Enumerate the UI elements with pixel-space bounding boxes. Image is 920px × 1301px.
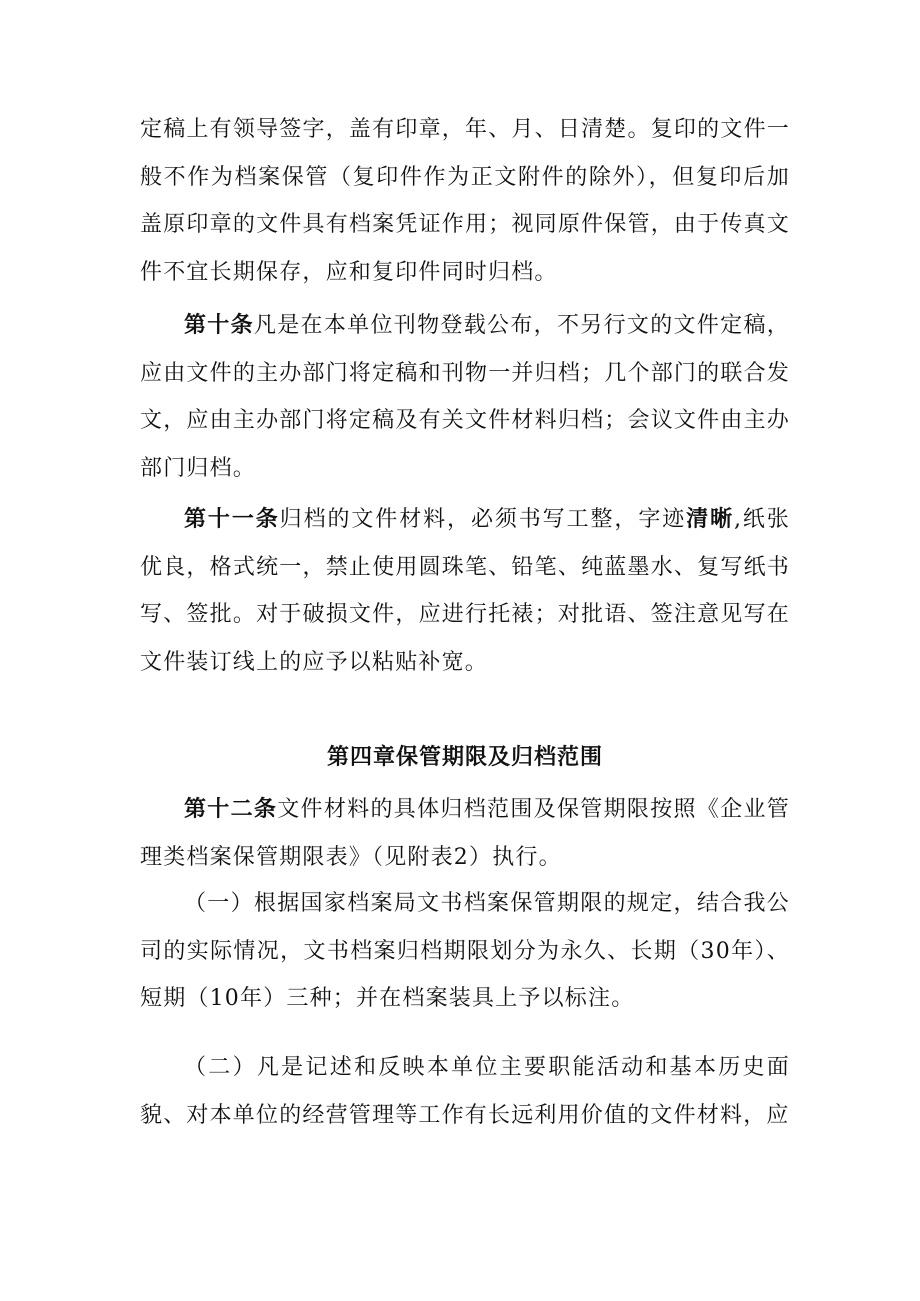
article-label: 第十一条	[184, 507, 280, 532]
article-text: 文件材料的具体归档范围及保管期限按照《企业管理类档案保管期限表》（见附表2）执行。	[140, 797, 790, 870]
article-11	[140, 496, 790, 686]
chapter-heading: 第四章保管期限及归档范围	[326, 745, 603, 770]
paragraph-text: 定稿上有领导签字，盖有印章，年、月、日清楚。复印的文件一般不作为档案保管（复印件作为正文附件的除外），但复印后加盖原印章的文件具有档案凭证作用；视同原件保管，由于传真文件不宜长期保存，应和复印件同时归档。	[140, 117, 790, 285]
bold-word: 清晰	[686, 507, 734, 532]
paragraph-copy-rules	[140, 106, 790, 296]
list-item-text: （一）根据国家档案局文书档案保管期限的规定，结合我公司的实际情况，文书档案归档期限划分为永久、长期（30年）、短期（10年）三种；并在档案装具上予以标注。	[140, 891, 790, 1011]
list-item-1	[140, 880, 790, 1023]
article-text: 归档的文件材料，必须书写工整，字迹	[279, 507, 687, 532]
article-text: ,纸张优良，格式统一，禁止使用圆珠笔、铅笔、纯蓝墨水、复写纸书写、签批。对于破损文件，应进行托裱；对批语、签注意见写在文件装订线上的应予以粘贴补宽。	[140, 507, 791, 675]
list-item-text: （二）凡是记述和反映本单位主要职能活动和基本历史面貌、对本单位的经营管理等工作有长远利用价值的文件材料，应	[140, 1055, 790, 1128]
article-text: 凡是在本单位刊物登载公布，不另行文的文件定稿，应由文件的主办部门将定稿和刊物一并归档；几个部门的联合发文，应由主办部门将定稿及有关文件材料归档；会议文件由主办部门归档。	[140, 313, 790, 481]
article-label: 第十条	[184, 313, 254, 338]
article-10	[140, 302, 790, 492]
article-label: 第十二条	[184, 797, 278, 822]
article-12	[140, 786, 790, 881]
list-item-2	[140, 1044, 790, 1139]
